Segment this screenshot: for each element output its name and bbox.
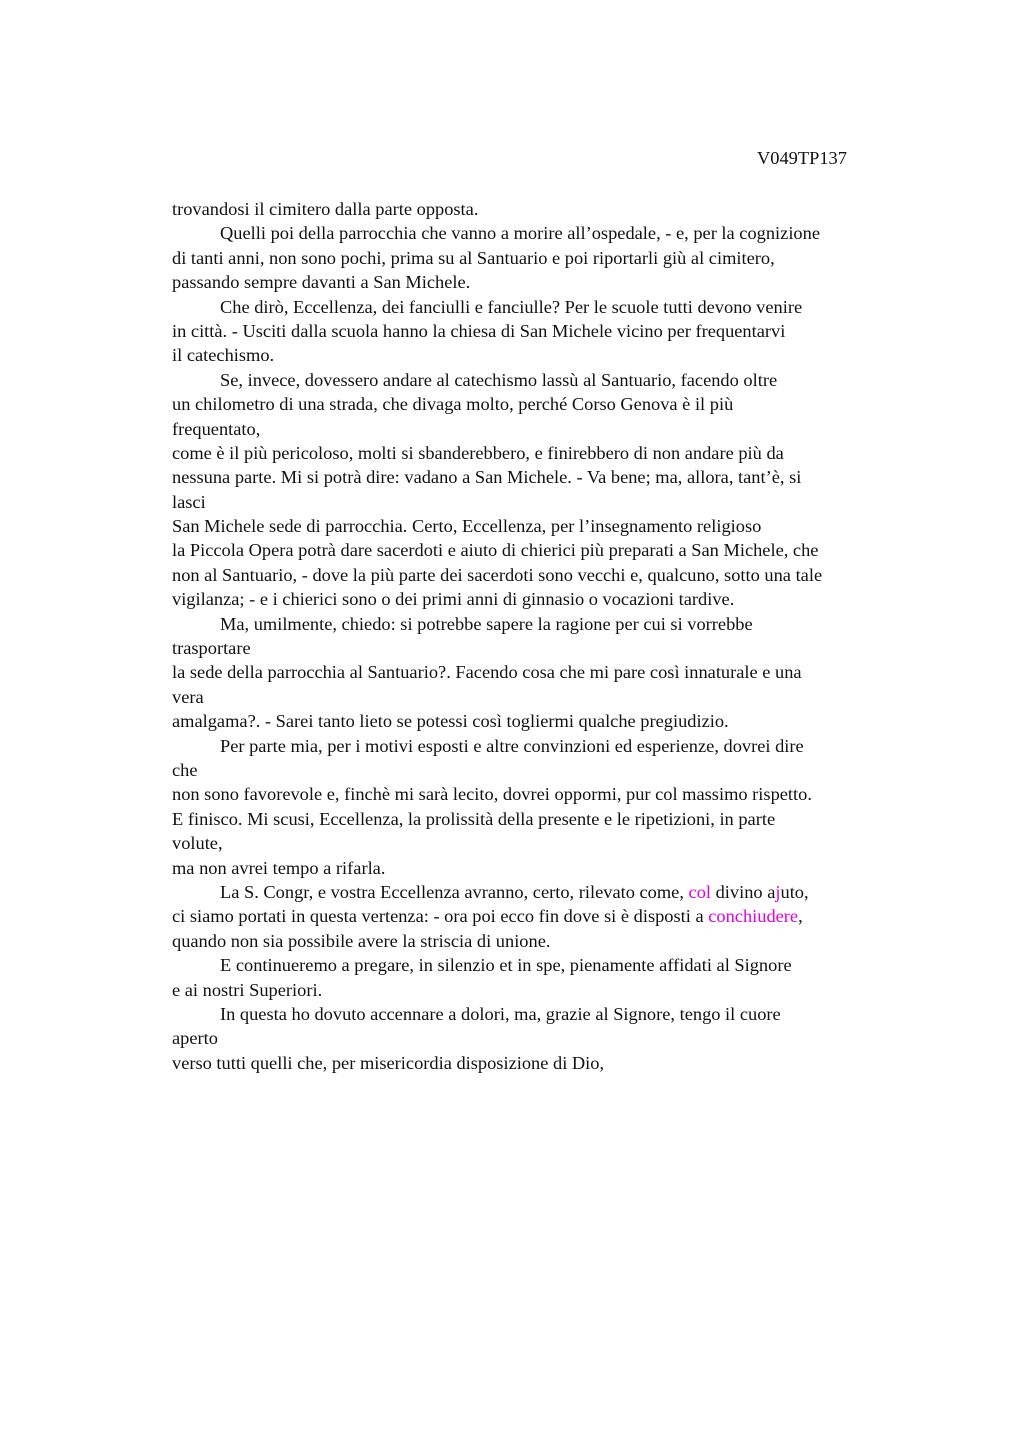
text-line bbox=[172, 465, 912, 489]
text-segment: quando non sia possibile avere la striscia di unione. bbox=[172, 930, 551, 951]
text-line bbox=[172, 563, 912, 587]
highlighted-word: conchiudere bbox=[708, 906, 799, 927]
text-line bbox=[172, 417, 912, 441]
text-line bbox=[172, 1051, 912, 1075]
highlighted-word: col bbox=[688, 881, 712, 902]
text-segment: frequentato, bbox=[172, 418, 261, 439]
text-line bbox=[172, 734, 912, 758]
text-line bbox=[172, 782, 912, 806]
text-line bbox=[172, 612, 912, 636]
text-segment: la Piccola Opera potrà dare sacerdoti e aiuto di chierici più preparati a San Michele, che bbox=[172, 540, 819, 561]
text-line bbox=[172, 831, 912, 855]
text-line bbox=[172, 490, 912, 514]
text-line bbox=[172, 270, 912, 294]
text-segment: Per parte mia, per i motivi esposti e altre convinzioni ed esperienze, dovrei dire bbox=[220, 735, 804, 756]
letter-body bbox=[172, 197, 912, 1075]
text-line bbox=[172, 929, 912, 953]
text-segment: aperto bbox=[172, 1028, 218, 1049]
text-segment: trovandosi il cimitero dalla parte opposta. bbox=[172, 199, 479, 219]
text-line bbox=[172, 685, 912, 709]
text-line bbox=[172, 953, 912, 977]
text-line bbox=[172, 709, 912, 733]
text-segment: passando sempre davanti a San Michele. bbox=[172, 272, 471, 293]
text-segment: San Michele sede di parrocchia. Certo, Eccellenza, per l’insegnamento religioso bbox=[172, 516, 762, 537]
text-line bbox=[172, 904, 912, 928]
text-segment: un chilometro di una strada, che divaga molto, perché Corso Genova è il più bbox=[172, 394, 734, 415]
text-segment: divino a bbox=[711, 881, 776, 902]
text-line bbox=[172, 246, 912, 270]
text-line bbox=[172, 1026, 912, 1050]
text-segment: Se, invece, dovessero andare al catechismo lassù al Santuario, facendo oltre bbox=[220, 369, 778, 390]
text-line bbox=[172, 441, 912, 465]
text-segment: ma non avrei tempo a rifarla. bbox=[172, 857, 386, 878]
text-segment: la sede della parrocchia al Santuario?. Facendo cosa che mi pare così innaturale e una bbox=[172, 662, 802, 683]
text-segment: trasportare bbox=[172, 638, 251, 659]
text-line bbox=[172, 807, 912, 831]
text-segment: vigilanza; - e i chierici sono o dei primi anni di ginnasio o vocazioni tardive. bbox=[172, 589, 735, 610]
text-line bbox=[172, 758, 912, 782]
text-segment: , bbox=[798, 906, 803, 927]
text-line bbox=[172, 587, 912, 611]
text-segment: E finisco. Mi scusi, Eccellenza, la prolissità della presente e le ripetizioni, in parte bbox=[172, 808, 776, 829]
text-segment: non al Santuario, - dove la più parte dei sacerdoti sono vecchi e, qualcuno, sotto una tale bbox=[172, 564, 823, 585]
text-line bbox=[172, 343, 912, 367]
text-segment: verso tutti quelli che, per misericordia disposizione di Dio, bbox=[172, 1052, 605, 1073]
text-segment: Quelli poi della parrocchia che vanno a morire all’ospedale, - e, per la cognizione bbox=[220, 223, 820, 244]
text-line bbox=[172, 319, 912, 343]
text-line bbox=[172, 514, 912, 538]
text-line bbox=[172, 392, 912, 416]
text-segment: vera bbox=[172, 686, 204, 707]
text-segment: il catechismo. bbox=[172, 345, 275, 366]
text-segment: lasci bbox=[172, 491, 206, 512]
text-segment: ci siamo portati in questa vertenza: - ora poi ecco fin dove si è disposti a bbox=[172, 906, 709, 927]
text-line bbox=[172, 978, 912, 1002]
text-line bbox=[172, 538, 912, 562]
text-line bbox=[172, 636, 912, 660]
text-line bbox=[172, 368, 912, 392]
text-line bbox=[172, 221, 912, 245]
text-segment: che bbox=[172, 759, 198, 780]
text-line bbox=[172, 856, 912, 880]
text-segment: volute, bbox=[172, 833, 223, 854]
text-segment: in città. - Usciti dalla scuola hanno la chiesa di San Michele vicino per frequentarvi bbox=[172, 320, 786, 341]
highlighted-word: j bbox=[775, 881, 781, 902]
text-segment: La S. Congr, e vostra Eccellenza avranno, certo, rilevato come, bbox=[220, 881, 689, 902]
text-line bbox=[172, 1002, 912, 1026]
text-segment: di tanti anni, non sono pochi, prima su al Santuario e poi riportarli giù al cimitero, bbox=[172, 247, 775, 268]
document-id: V049TP137 bbox=[757, 148, 847, 168]
text-segment: amalgama?. - Sarei tanto lieto se potessi così togliermi qualche pregiudizio. bbox=[172, 711, 729, 732]
text-line bbox=[172, 295, 912, 319]
text-line bbox=[172, 197, 912, 221]
text-segment: non sono favorevole e, finchè mi sarà lecito, dovrei oppormi, pur col massimo rispetto. bbox=[172, 784, 812, 805]
text-segment: E continueremo a pregare, in silenzio et in spe, pienamente affidati al Signore bbox=[220, 955, 792, 976]
text-segment: come è il più pericoloso, molti si sbanderebbero, e finirebbero di non andare più da bbox=[172, 442, 784, 463]
text-segment: nessuna parte. Mi si potrà dire: vadano a San Michele. - Va bene; ma, allora, tant’è, si bbox=[172, 467, 802, 488]
text-segment: e ai nostri Superiori. bbox=[172, 979, 323, 1000]
text-line bbox=[172, 880, 912, 904]
text-segment: Ma, umilmente, chiedo: si potrebbe sapere la ragione per cui si vorrebbe bbox=[220, 613, 753, 634]
text-segment: Che dirò, Eccellenza, dei fanciulli e fanciulle? Per le scuole tutti devono venire bbox=[220, 296, 803, 317]
text-line bbox=[172, 660, 912, 684]
text-segment: uto, bbox=[780, 881, 809, 902]
text-segment: In questa ho dovuto accennare a dolori, ma, grazie al Signore, tengo il cuore bbox=[220, 1003, 781, 1024]
